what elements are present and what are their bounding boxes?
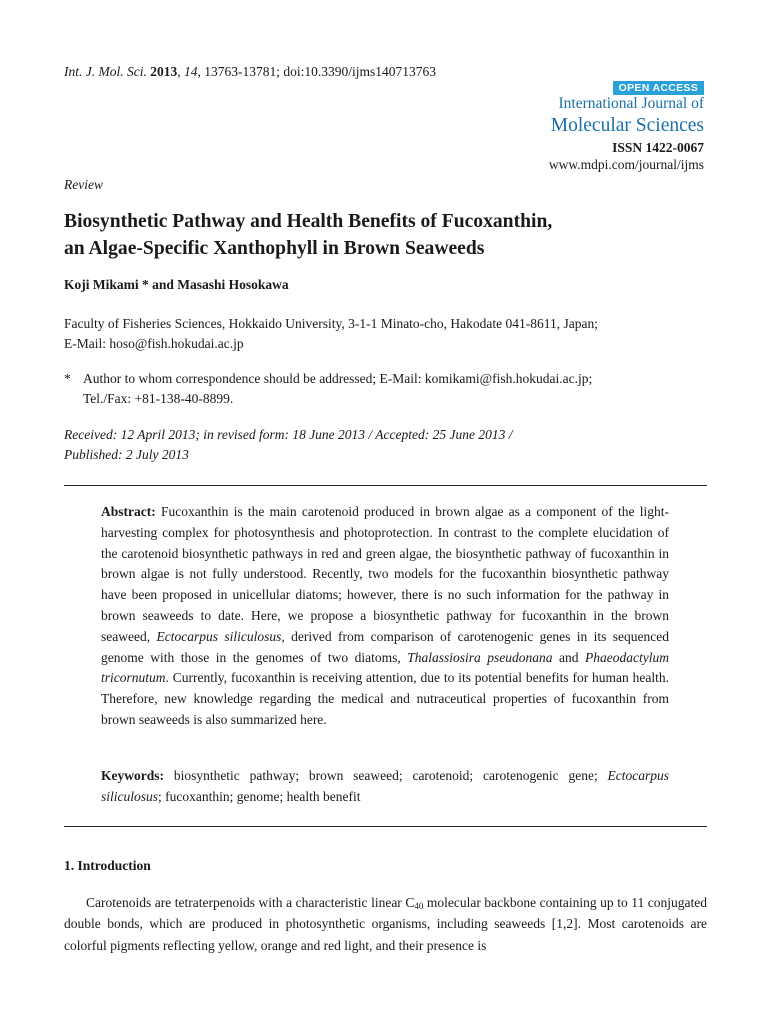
journal-abbrev: Int. J. Mol. Sci. xyxy=(64,64,147,79)
abstract-text-1: Fucoxanthin is the main carotenoid produced in brown algae as a component of the light-harvesting complex for photosynthesis and photoprotection. In contrast to the complete elucidation of the carotenoid biosynthetic pathways in red and green algae, the biosynthetic pathway of fucoxanthin in brown algae is not fully understood. Recently, two models for the fucoxanthin biosynthetic pathway have been proposed in unicellular diatoms; however, there is no such information for the pathway in brown seaweeds to date. Here, we propose a biosynthetic pathway for fucoxanthin in the brown seaweed, xyxy=(101,504,670,644)
dates xyxy=(64,425,714,465)
abstract-text-4: . Currently, fucoxanthin is receiving attention, due to its potential benefits for human health. Therefore, new knowledge regarding the medical and nutraceutical properties of fucoxanthin from brown seaweeds is also summarized here. xyxy=(101,670,669,727)
abstract-text-2: , derived from comparison of carotenogenic genes in its sequenced genome with those in the genomes of two diatoms, xyxy=(101,628,670,665)
section-heading: 1. Introduction xyxy=(64,858,151,873)
journal-name-line1: International Journal of xyxy=(558,95,704,112)
volume: 14 xyxy=(183,64,198,79)
keywords-label: Keywords: xyxy=(101,768,164,783)
journal-url[interactable]: www.mdpi.com/journal/ijms xyxy=(548,157,704,172)
intro-subscript: 40 xyxy=(414,901,424,911)
divider-bottom xyxy=(64,826,707,827)
introduction-paragraph xyxy=(64,892,707,956)
keywords xyxy=(101,766,669,808)
dates-line-2: Published: 2 July 2013 xyxy=(64,447,189,462)
keywords-species: Ectocarpus siliculosus xyxy=(101,768,670,804)
intro-text-1: Carotenoids are tetraterpenoids with a characteristic linear C xyxy=(86,895,415,910)
keywords-text-1: biosynthetic pathway; brown seaweed; carotenoid; carotenogenic gene; xyxy=(173,768,598,783)
citation-line: Int. J. Mol. Sci. 2013, 14, 13763-13781; doi:10.3390/ijms140713763 xyxy=(64,64,436,79)
corr-marker: * xyxy=(64,371,71,386)
authors: Koji Mikami * and Masashi Hosokawa xyxy=(64,277,289,292)
title-line-1: Biosynthetic Pathway and Health Benefits of Fucoxanthin, xyxy=(64,211,553,232)
open-access-badge: OPEN ACCESS xyxy=(613,81,704,95)
article-type: Review xyxy=(64,177,103,192)
keywords-text-2: ; fucoxanthin; genome; health benefit xyxy=(158,788,361,804)
divider-top xyxy=(64,485,707,486)
corr-line-2: Tel./Fax: +81-138-40-8899. xyxy=(83,391,234,406)
correspondence xyxy=(64,369,714,409)
pages-doi: 13763-13781; doi:10.3390/ijms140713763 xyxy=(204,64,436,79)
journal-name-line2: Molecular Sciences xyxy=(550,115,704,136)
year: 2013 xyxy=(150,64,178,79)
issn: ISSN 1422-0067 xyxy=(612,140,704,155)
affiliation-email: E-Mail: hoso@fish.hokudai.ac.jp xyxy=(64,336,244,351)
title-line-2: an Algae-Specific Xanthophyll in Brown Seaweeds xyxy=(64,238,485,259)
affiliation xyxy=(64,314,714,354)
corr-line-1: Author to whom correspondence should be addressed; E-Mail: komikami@fish.hokudai.ac.jp; xyxy=(83,371,593,386)
abstract xyxy=(101,502,669,731)
dates-line-1: Received: 12 April 2013; in revised form: 18 June 2013 / Accepted: 25 June 2013 / xyxy=(64,427,513,442)
intro-text-2: molecular backbone containing up to 11 conjugated double bonds, which are produced in photosynthetic organisms, including seaweeds [1,2]. Most carotenoids are colorful pigments reflecting yellow, orange and red light, and their presence is xyxy=(64,895,707,953)
abstract-label: Abstract: xyxy=(101,504,156,519)
abstract-text-3: and xyxy=(559,649,579,665)
abstract-species-1: Ectocarpus siliculosus xyxy=(156,628,282,644)
article-title xyxy=(64,208,714,262)
abstract-species-3: Phaeodactylum tricornutum xyxy=(101,649,670,686)
abstract-species-2: Thalassiosira pseudonana xyxy=(407,649,553,665)
affiliation-line-1: Faculty of Fisheries Sciences, Hokkaido University, 3-1-1 Minato-cho, Hakodate 041-8611, Japan; xyxy=(64,316,599,331)
